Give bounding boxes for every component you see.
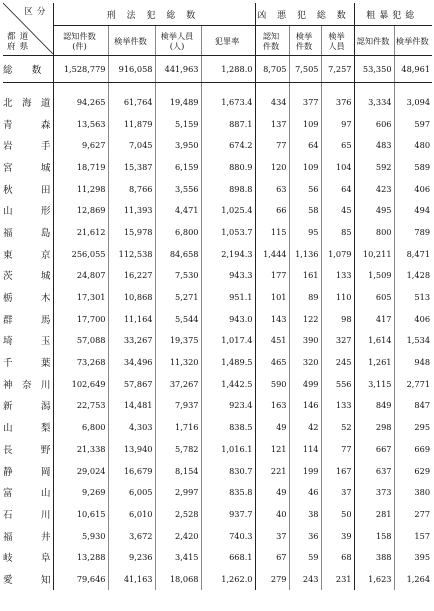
- cell-kyoaku-ninchi: 101: [255, 286, 289, 308]
- table-body: [3, 56, 432, 590]
- cell-keiho-rate: 923.4: [201, 395, 255, 417]
- total-kyoaku-ninchi: 8,705: [255, 56, 289, 83]
- cell-keiho-ninchi: 18,719: [53, 156, 108, 178]
- cell-kyoaku-jinin: 167: [321, 460, 354, 482]
- cell-keiho-jinin: 8,154: [155, 460, 201, 482]
- cell-sobo-kenkyo: 3,094: [406, 96, 431, 107]
- prefecture-name: 静 岡: [3, 460, 53, 482]
- cell-kyoaku-ninchi: 590: [255, 373, 289, 395]
- cell-keiho-kenkyo: 13,940: [108, 438, 155, 460]
- cell-keiho-jinin: 3,950: [155, 134, 201, 156]
- cell-keiho-ninchi: 29,024: [53, 460, 108, 482]
- cell-keiho-ninchi: 256,055: [53, 243, 108, 265]
- cell-sobo-ninchi: 495: [354, 199, 394, 221]
- cell-keiho-ninchi: 13,288: [53, 546, 108, 568]
- prefecture-name: 岐 阜: [3, 546, 53, 568]
- cell-sobo-kenkyo: 847: [414, 400, 431, 411]
- prefecture-name: 東 京: [3, 243, 53, 265]
- cell-keiho-jinin: 6,800: [155, 221, 201, 243]
- cell-keiho-rate: 1,262.0: [201, 568, 255, 590]
- cell-kyoaku-jinin: 85: [321, 221, 354, 243]
- total-kyoaku-jinin: 7,257: [321, 56, 354, 83]
- cell-keiho-ninchi: 5,930: [53, 525, 108, 547]
- table-row: [3, 113, 432, 135]
- cell-kyoaku-ninchi: 49: [255, 481, 289, 503]
- cell-kyoaku-kenkyo: 122: [289, 308, 321, 330]
- cell-keiho-ninchi: 17,700: [53, 308, 108, 330]
- table-row: [3, 416, 432, 438]
- cell-kyoaku-jinin: 45: [321, 199, 354, 221]
- cell-sobo-kenkyo: 1,428: [406, 270, 431, 281]
- cell-keiho-kenkyo: 10,868: [108, 286, 155, 308]
- cell-keiho-rate: 898.8: [201, 178, 255, 200]
- col-kyoaku-kenkyo: 検挙 件数: [289, 26, 321, 56]
- cell-kyoaku-jinin: 231: [321, 568, 354, 590]
- cell-kyoaku-kenkyo: 390: [289, 330, 321, 352]
- cell-sobo-kenkyo: 277: [414, 508, 431, 519]
- prefecture-label: 都道 府県: [7, 32, 33, 52]
- cell-sobo-kenkyo: 480: [414, 140, 431, 151]
- cell-keiho-jinin: 3,415: [155, 546, 201, 568]
- cell-keiho-kenkyo: 112,538: [108, 243, 155, 265]
- cell-kyoaku-jinin: 65: [321, 134, 354, 156]
- table-row: [3, 395, 432, 417]
- cell-keiho-ninchi: 24,807: [53, 265, 108, 287]
- cell-keiho-ninchi: 73,268: [53, 351, 108, 373]
- cell-keiho-rate: 1,053.7: [201, 221, 255, 243]
- total-sobo-kenkyo: 48,961: [394, 56, 432, 83]
- total-keiho-ninchi: 1,528,779: [53, 56, 108, 83]
- table-row: [3, 373, 432, 395]
- cell-kyoaku-jinin: 77: [321, 438, 354, 460]
- cell-sobo-kenkyo: 157: [414, 530, 431, 541]
- cell-kyoaku-kenkyo: 243: [289, 568, 321, 590]
- table-row: [3, 156, 432, 178]
- cell-keiho-rate: 740.3: [201, 525, 255, 547]
- cell-kyoaku-ninchi: 137: [255, 113, 289, 135]
- table-row: [3, 525, 432, 547]
- prefecture-name: 宮 城: [3, 156, 53, 178]
- cell-kyoaku-jinin: 98: [321, 308, 354, 330]
- cell-keiho-rate: 674.2: [201, 134, 255, 156]
- cell-keiho-rate: 2,194.3: [201, 243, 255, 265]
- cell-kyoaku-jinin: 97: [321, 113, 354, 135]
- cell-kyoaku-ninchi: 177: [255, 265, 289, 287]
- cell-kyoaku-jinin: 68: [321, 546, 354, 568]
- cell-keiho-jinin: 2,997: [155, 481, 201, 503]
- cell-sobo-ninchi: 298: [354, 416, 394, 438]
- cell-kyoaku-ninchi: 40: [255, 503, 289, 525]
- cell-sobo-ninchi: 423: [354, 178, 394, 200]
- group-header-kyoaku: 凶 悪 犯 総 数: [255, 3, 354, 26]
- cell-kyoaku-ninchi: 121: [255, 438, 289, 460]
- cell-keiho-jinin: 19,489: [155, 91, 201, 113]
- cell-keiho-ninchi: 13,563: [53, 113, 108, 135]
- cell-keiho-jinin: 1,716: [155, 416, 201, 438]
- cell-sobo-ninchi: 667: [354, 438, 394, 460]
- cell-kyoaku-jinin: 376: [321, 91, 354, 113]
- cell-keiho-jinin: 4,471: [155, 199, 201, 221]
- cell-keiho-kenkyo: 34,496: [108, 351, 155, 373]
- prefecture-name: 北 海 道: [3, 91, 53, 113]
- cell-sobo-ninchi: 483: [354, 134, 394, 156]
- prefecture-name: 山 形: [3, 199, 53, 221]
- total-kyoaku-kenkyo: 7,505: [289, 56, 321, 83]
- cell-keiho-ninchi: 9,269: [53, 481, 108, 503]
- cell-keiho-ninchi: 21,338: [53, 438, 108, 460]
- cell-kyoaku-ninchi: 49: [255, 416, 289, 438]
- cell-sobo-kenkyo: 629: [414, 465, 431, 476]
- cell-sobo-ninchi: 1,614: [354, 330, 394, 352]
- cell-keiho-jinin: 11,320: [155, 351, 201, 373]
- cell-keiho-ninchi: 79,646: [53, 568, 108, 590]
- cell-keiho-rate: 1,025.4: [201, 199, 255, 221]
- cell-sobo-kenkyo: 494: [414, 205, 431, 216]
- prefecture-name: 新 潟: [3, 395, 53, 417]
- table-row: [3, 438, 432, 460]
- prefecture-name: 茨 城: [3, 265, 53, 287]
- cell-kyoaku-kenkyo: 109: [289, 113, 321, 135]
- cell-kyoaku-jinin: 104: [321, 156, 354, 178]
- cell-sobo-ninchi: 592: [354, 156, 394, 178]
- cell-sobo-ninchi: 1,509: [354, 265, 394, 287]
- cell-kyoaku-ninchi: 279: [255, 568, 289, 590]
- prefecture-name: 秋 田: [3, 178, 53, 200]
- cell-sobo-kenkyo: 8,471: [406, 248, 431, 259]
- kubun-label: 区分: [24, 7, 50, 17]
- crime-statistics-table: [3, 3, 432, 590]
- total-sobo-ninchi: 53,350: [354, 56, 394, 83]
- cell-keiho-jinin: 6,159: [155, 156, 201, 178]
- cell-sobo-ninchi: 800: [354, 221, 394, 243]
- cell-kyoaku-jinin: 245: [321, 351, 354, 373]
- cell-keiho-ninchi: 21,612: [53, 221, 108, 243]
- cell-keiho-rate: 1,016.1: [201, 438, 255, 460]
- cell-keiho-kenkyo: 11,879: [108, 113, 155, 135]
- cell-sobo-ninchi: 849: [354, 395, 394, 417]
- cell-sobo-kenkyo: 406: [414, 183, 431, 194]
- cell-keiho-kenkyo: 6,010: [108, 503, 155, 525]
- total-row: [3, 56, 432, 83]
- cell-keiho-jinin: 5,782: [155, 438, 201, 460]
- cell-keiho-jinin: 84,658: [155, 243, 201, 265]
- cell-keiho-jinin: 5,159: [155, 113, 201, 135]
- cell-kyoaku-ninchi: 37: [255, 525, 289, 547]
- cell-keiho-kenkyo: 16,227: [108, 265, 155, 287]
- cell-sobo-ninchi: 637: [354, 460, 394, 482]
- cell-keiho-jinin: 7,937: [155, 395, 201, 417]
- cell-keiho-kenkyo: 41,163: [108, 568, 155, 590]
- cell-kyoaku-ninchi: 77: [255, 134, 289, 156]
- cell-sobo-ninchi: 10,211: [354, 243, 394, 265]
- cell-kyoaku-ninchi: 451: [255, 330, 289, 352]
- cell-keiho-kenkyo: 4,303: [108, 416, 155, 438]
- table-row: [3, 243, 432, 265]
- cell-kyoaku-ninchi: 221: [255, 460, 289, 482]
- prefecture-name: 埼 玉: [3, 330, 53, 352]
- cell-kyoaku-kenkyo: 59: [289, 546, 321, 568]
- header-group-row: [3, 3, 432, 26]
- cell-kyoaku-jinin: 556: [321, 373, 354, 395]
- group-header-keiho: 刑 法 犯 総 数: [53, 3, 255, 26]
- cell-keiho-ninchi: 94,265: [53, 91, 108, 113]
- col-keiho-kenkyo: 検挙件数: [108, 26, 155, 56]
- cell-kyoaku-kenkyo: 64: [289, 134, 321, 156]
- spacer-row: [3, 83, 432, 92]
- cell-keiho-ninchi: 6,800: [53, 416, 108, 438]
- cell-keiho-rate: 887.1: [201, 113, 255, 135]
- group-header-sobo: 粗暴犯総: [354, 3, 432, 26]
- cell-keiho-kenkyo: 11,164: [108, 308, 155, 330]
- cell-sobo-ninchi: 3,115: [354, 373, 394, 395]
- prefecture-name: 富 山: [3, 481, 53, 503]
- col-sobo-kenkyo: 検挙件数: [394, 26, 432, 56]
- corner-header: [3, 3, 53, 56]
- header-column-row: [3, 26, 432, 56]
- cell-keiho-rate: 937.7: [201, 503, 255, 525]
- cell-kyoaku-ninchi: 163: [255, 395, 289, 417]
- cell-kyoaku-kenkyo: 89: [289, 286, 321, 308]
- table-row: [3, 134, 432, 156]
- cell-keiho-kenkyo: 3,672: [108, 525, 155, 547]
- prefecture-name: 石 川: [3, 503, 53, 525]
- table-row: [3, 351, 432, 373]
- cell-kyoaku-kenkyo: 36: [289, 525, 321, 547]
- prefecture-name: 青 森: [3, 113, 53, 135]
- table-row: [3, 286, 432, 308]
- cell-sobo-ninchi: 606: [354, 113, 394, 135]
- cell-sobo-kenkyo: 789: [414, 226, 431, 237]
- cell-keiho-kenkyo: 7,045: [108, 134, 155, 156]
- cell-sobo-ninchi: 388: [354, 546, 394, 568]
- total-keiho-rate: 1,288.0: [201, 56, 255, 83]
- cell-keiho-ninchi: 57,088: [53, 330, 108, 352]
- cell-kyoaku-kenkyo: 109: [289, 156, 321, 178]
- prefecture-name: 岩 手: [3, 134, 53, 156]
- prefecture-name: 福 井: [3, 525, 53, 547]
- cell-keiho-kenkyo: 8,766: [108, 178, 155, 200]
- cell-sobo-ninchi: 281: [354, 503, 394, 525]
- cell-keiho-ninchi: 17,301: [53, 286, 108, 308]
- cell-kyoaku-ninchi: 465: [255, 351, 289, 373]
- cell-keiho-rate: 951.1: [201, 286, 255, 308]
- cell-kyoaku-kenkyo: 114: [289, 438, 321, 460]
- total-keiho-kenkyo: 916,058: [108, 56, 155, 83]
- cell-keiho-kenkyo: 9,236: [108, 546, 155, 568]
- cell-keiho-ninchi: 102,649: [53, 373, 108, 395]
- total-label: 総 数: [3, 56, 53, 83]
- cell-keiho-kenkyo: 16,679: [108, 460, 155, 482]
- cell-keiho-ninchi: 12,869: [53, 199, 108, 221]
- table-row: [3, 546, 432, 568]
- cell-sobo-kenkyo: 406: [414, 313, 431, 324]
- cell-keiho-ninchi: 11,298: [53, 178, 108, 200]
- cell-kyoaku-kenkyo: 161: [289, 265, 321, 287]
- cell-sobo-kenkyo: 295: [414, 422, 431, 433]
- cell-sobo-kenkyo: 1,264: [406, 573, 431, 584]
- cell-sobo-ninchi: 1,261: [354, 351, 394, 373]
- cell-keiho-jinin: 19,375: [155, 330, 201, 352]
- cell-kyoaku-kenkyo: 58: [289, 199, 321, 221]
- cell-sobo-ninchi: 3,334: [354, 91, 394, 113]
- cell-keiho-rate: 838.5: [201, 416, 255, 438]
- cell-kyoaku-jinin: 52: [321, 416, 354, 438]
- cell-keiho-rate: 943.0: [201, 308, 255, 330]
- cell-sobo-kenkyo: 380: [414, 487, 431, 498]
- prefecture-name: 群 馬: [3, 308, 53, 330]
- cell-sobo-kenkyo: 589: [414, 161, 431, 172]
- table-row: [3, 460, 432, 482]
- table-row: [3, 308, 432, 330]
- cell-sobo-kenkyo: 669: [414, 443, 431, 454]
- cell-keiho-rate: 943.3: [201, 265, 255, 287]
- cell-keiho-ninchi: 10,615: [53, 503, 108, 525]
- col-kyoaku-jinin: 検挙 人員: [321, 26, 354, 56]
- cell-sobo-kenkyo: 395: [414, 552, 431, 563]
- cell-kyoaku-ninchi: 66: [255, 199, 289, 221]
- cell-sobo-ninchi: 373: [354, 481, 394, 503]
- cell-kyoaku-jinin: 50: [321, 503, 354, 525]
- cell-keiho-rate: 1,017.4: [201, 330, 255, 352]
- cell-keiho-rate: 835.8: [201, 481, 255, 503]
- cell-keiho-kenkyo: 11,393: [108, 199, 155, 221]
- cell-kyoaku-jinin: 133: [321, 265, 354, 287]
- prefecture-name: 神 奈 川: [3, 373, 53, 395]
- table-row: [3, 265, 432, 287]
- table-row: [3, 330, 432, 352]
- table-row: [3, 568, 432, 590]
- cell-kyoaku-kenkyo: 56: [289, 178, 321, 200]
- table-row: [3, 503, 432, 525]
- col-kyoaku-ninchi: 認知 件数: [255, 26, 289, 56]
- cell-keiho-jinin: 37,267: [155, 373, 201, 395]
- cell-kyoaku-kenkyo: 320: [289, 351, 321, 373]
- cell-keiho-kenkyo: 15,978: [108, 221, 155, 243]
- cell-keiho-kenkyo: 61,764: [108, 91, 155, 113]
- cell-kyoaku-kenkyo: 38: [289, 503, 321, 525]
- cell-keiho-rate: 1,489.5: [201, 351, 255, 373]
- cell-kyoaku-ninchi: 115: [255, 221, 289, 243]
- cell-keiho-kenkyo: 57,867: [108, 373, 155, 395]
- cell-keiho-rate: 668.1: [201, 546, 255, 568]
- cell-kyoaku-jinin: 327: [321, 330, 354, 352]
- cell-kyoaku-kenkyo: 95: [289, 221, 321, 243]
- cell-kyoaku-ninchi: 143: [255, 308, 289, 330]
- cell-sobo-ninchi: 417: [354, 308, 394, 330]
- col-keiho-rate: 犯罪率: [201, 26, 255, 56]
- cell-keiho-rate: 1,442.5: [201, 373, 255, 395]
- cell-kyoaku-jinin: 39: [321, 525, 354, 547]
- cell-kyoaku-ninchi: 67: [255, 546, 289, 568]
- cell-keiho-jinin: 5,271: [155, 286, 201, 308]
- col-sobo-ninchi: 認知件数: [354, 26, 394, 56]
- cell-sobo-ninchi: 605: [354, 286, 394, 308]
- cell-kyoaku-kenkyo: 42: [289, 416, 321, 438]
- cell-keiho-jinin: 2,420: [155, 525, 201, 547]
- cell-kyoaku-ninchi: 434: [255, 91, 289, 113]
- prefecture-name: 長 野: [3, 438, 53, 460]
- cell-keiho-jinin: 7,530: [155, 265, 201, 287]
- table-row: [3, 178, 432, 200]
- cell-kyoaku-ninchi: 63: [255, 178, 289, 200]
- cell-kyoaku-kenkyo: 499: [289, 373, 321, 395]
- cell-keiho-jinin: 18,068: [155, 568, 201, 590]
- prefecture-name: 栃 木: [3, 286, 53, 308]
- col-keiho-jinin: 検挙人員 (人): [155, 26, 201, 56]
- cell-keiho-kenkyo: 14,481: [108, 395, 155, 417]
- table-row: [3, 91, 432, 113]
- cell-kyoaku-kenkyo: 1,136: [289, 243, 321, 265]
- cell-kyoaku-ninchi: 120: [255, 156, 289, 178]
- cell-kyoaku-kenkyo: 377: [289, 91, 321, 113]
- cell-kyoaku-kenkyo: 46: [289, 481, 321, 503]
- col-keiho-ninchi: 認知件数 (件): [53, 26, 108, 56]
- cell-sobo-kenkyo: 513: [414, 292, 431, 303]
- cell-keiho-kenkyo: 15,387: [108, 156, 155, 178]
- cell-kyoaku-jinin: 1,079: [321, 243, 354, 265]
- cell-kyoaku-jinin: 64: [321, 178, 354, 200]
- cell-sobo-kenkyo: 1,534: [406, 335, 431, 346]
- prefecture-name: 千 葉: [3, 351, 53, 373]
- cell-keiho-kenkyo: 6,005: [108, 481, 155, 503]
- table-row: [3, 481, 432, 503]
- cell-sobo-ninchi: 158: [354, 525, 394, 547]
- cell-kyoaku-kenkyo: 199: [289, 460, 321, 482]
- cell-keiho-ninchi: 22,753: [53, 395, 108, 417]
- prefecture-name: 山 梨: [3, 416, 53, 438]
- cell-keiho-jinin: 2,528: [155, 503, 201, 525]
- cell-kyoaku-ninchi: 1,444: [255, 243, 289, 265]
- prefecture-name: 愛 知: [3, 568, 53, 590]
- cell-keiho-rate: 830.7: [201, 460, 255, 482]
- cell-sobo-kenkyo: 597: [414, 118, 431, 129]
- cell-keiho-rate: 880.9: [201, 156, 255, 178]
- cell-sobo-ninchi: 1,623: [354, 568, 394, 590]
- cell-kyoaku-jinin: 37: [321, 481, 354, 503]
- cell-keiho-jinin: 3,556: [155, 178, 201, 200]
- cell-sobo-kenkyo: 948: [414, 357, 431, 368]
- cell-sobo-kenkyo: 2,771: [406, 378, 431, 389]
- cell-keiho-rate: 1,673.4: [201, 91, 255, 113]
- prefecture-name: 福 島: [3, 221, 53, 243]
- cell-keiho-jinin: 5,544: [155, 308, 201, 330]
- cell-keiho-kenkyo: 33,267: [108, 330, 155, 352]
- cell-kyoaku-jinin: 133: [321, 395, 354, 417]
- table-row: [3, 199, 432, 221]
- cell-keiho-ninchi: 9,627: [53, 134, 108, 156]
- cell-kyoaku-kenkyo: 146: [289, 395, 321, 417]
- table-row: [3, 221, 432, 243]
- total-keiho-jinin: 441,963: [155, 56, 201, 83]
- cell-kyoaku-jinin: 110: [321, 286, 354, 308]
